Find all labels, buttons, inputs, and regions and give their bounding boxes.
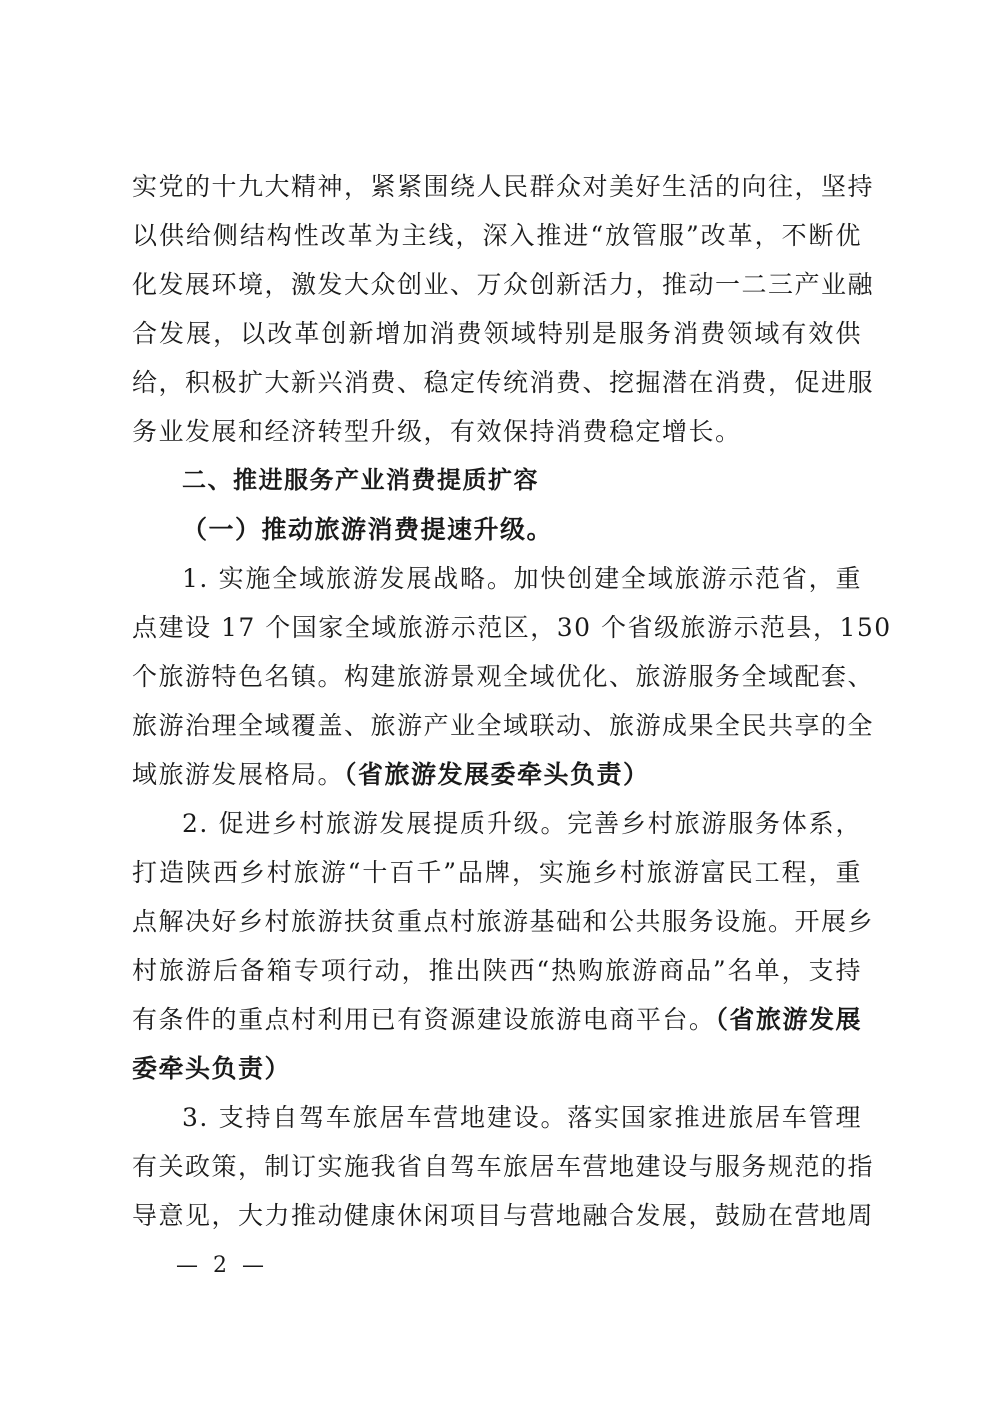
paragraph-line: 点建设 17 个国家全域旅游示范区，30 个省级旅游示范县，150 [132, 613, 892, 642]
paragraph-line: 村旅游后备箱专项行动，推出陕西“热购旅游商品”名单，支持 [132, 956, 862, 985]
paragraph-line: 实党的十九大精神，紧紧围绕人民群众对美好生活的向往，坚持 [132, 172, 875, 201]
paragraph-line: 有条件的重点村利用已有资源建设旅游电商平台。（省旅游发展 [132, 1005, 862, 1034]
paragraph-line: 合发展，以改革创新增加消费领域特别是服务消费领域有效供 [132, 319, 862, 348]
paragraph-line: 给，积极扩大新兴消费、稳定传统消费、挖掘潜在消费，促进服 [132, 368, 875, 397]
paragraph-line: 个旅游特色名镇。构建旅游景观全域优化、旅游服务全域配套、 [132, 662, 875, 691]
paragraph-line: 点解决好乡村旅游扶贫重点村旅游基础和公共服务设施。开展乡 [132, 907, 875, 936]
paragraph-line: 打造陕西乡村旅游“十百千”品牌，实施乡村旅游富民工程，重 [132, 858, 862, 887]
responsible-note: （省旅游发展委牵头负责） [344, 760, 650, 789]
body-text [132, 162, 892, 1240]
paragraph-line: 以供给侧结构性改革为主线，深入推进“放管服”改革，不断优 [132, 221, 862, 250]
paragraph-line: 域旅游发展格局。（省旅游发展委牵头负责） [132, 760, 650, 789]
paragraph-line: 3. 支持自驾车旅居车营地建设。落实国家推进旅居车管理 [182, 1103, 862, 1132]
page-number: — 2 — [176, 1253, 268, 1278]
section-heading: 二、推进服务产业消费提质扩容 [182, 466, 539, 494]
paragraph-line: 2. 促进乡村旅游发展提质升级。完善乡村旅游服务体系， [182, 809, 862, 838]
paragraph-line: 化发展环境，激发大众创业、万众创新活力，推动一二三产业融 [132, 270, 875, 299]
paragraph-line: 1. 实施全域旅游发展战略。加快创建全域旅游示范省，重 [182, 564, 862, 593]
paragraph-line: 旅游治理全域覆盖、旅游产业全域联动、旅游成果全民共享的全 [132, 711, 875, 740]
paragraph-line: 有关政策，制订实施我省自驾车旅居车营地建设与服务规范的指 [132, 1152, 875, 1181]
subsection-heading: （一）推动旅游消费提速升级。 [182, 515, 554, 544]
paragraph-line [132, 1044, 862, 1093]
paragraph-line: 导意见，大力推动健康休闲项目与营地融合发展，鼓励在营地周 [132, 1201, 875, 1230]
paragraph-line: 务业发展和经济转型升级，有效保持消费稳定增长。 [132, 417, 742, 446]
responsible-note: 委牵头负责） [132, 1054, 292, 1083]
responsible-note: （省旅游发展 [715, 1005, 862, 1034]
